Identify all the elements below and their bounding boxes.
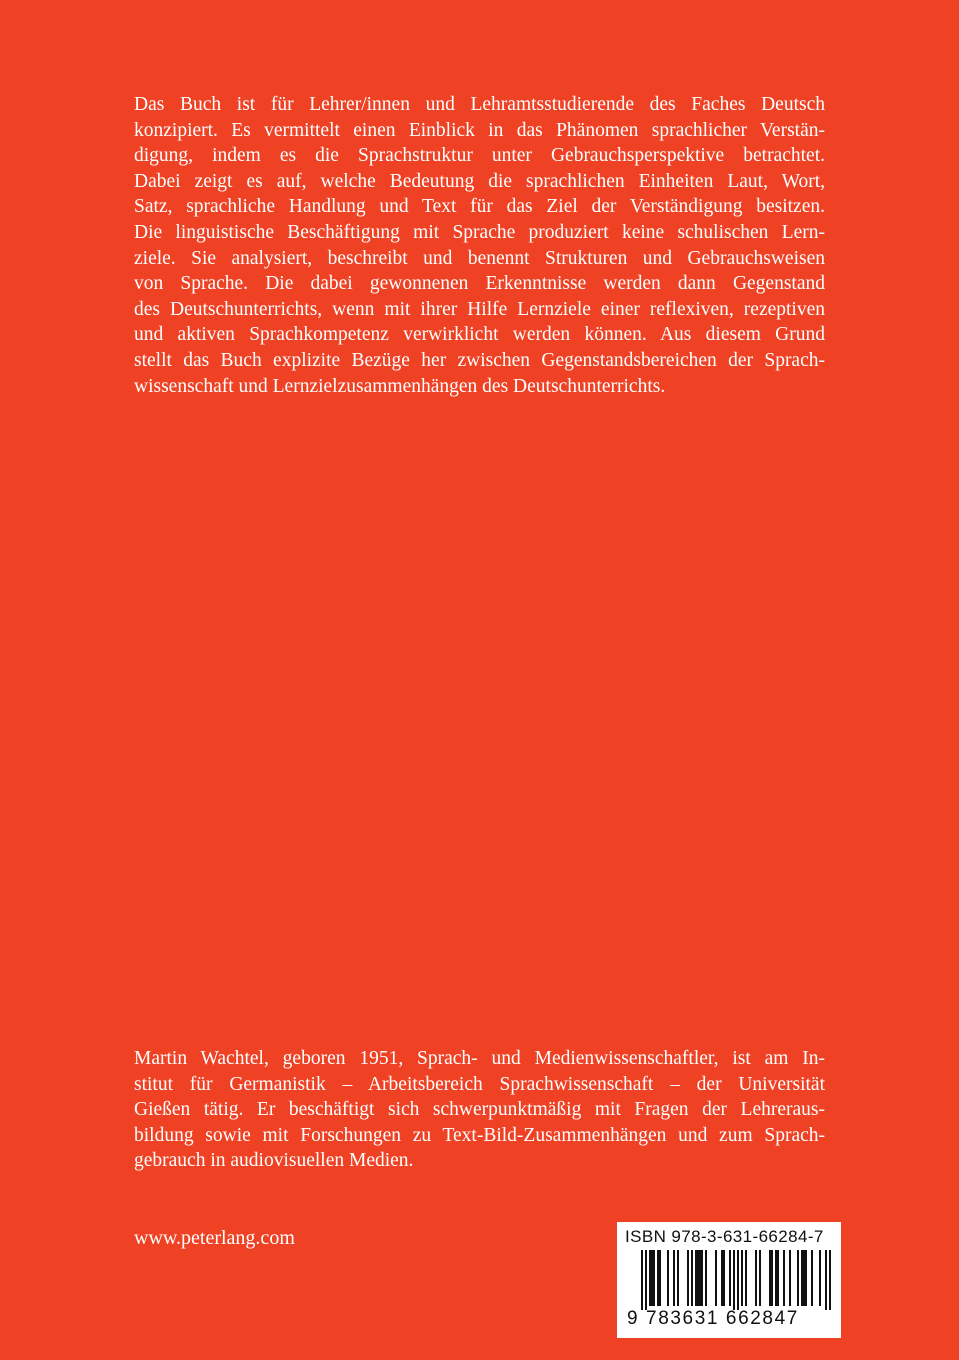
ean-digits: 9 783631 662847	[627, 1308, 799, 1329]
bio-line: stitut für Germanistik – Arbeitsbereich Sprachwissenschaft – der Universität	[134, 1073, 825, 1095]
barcode-bar	[651, 1250, 653, 1306]
barcode-bar	[797, 1250, 799, 1306]
barcode-bar	[705, 1250, 707, 1306]
barcode-bar	[699, 1250, 701, 1306]
description-line: Satz, sprachliche Handlung und Text für das Ziel der Verständigung besitzen.	[134, 196, 825, 218]
barcode-bar	[775, 1250, 777, 1306]
bio-line: Gießen tätig. Er beschäftigt sich schwerpunktmäßig mit Fragen der Lehreraus-	[134, 1099, 825, 1121]
barcode-bar	[759, 1250, 761, 1306]
author-bio	[134, 1046, 825, 1174]
barcode-bar	[687, 1250, 689, 1306]
description-line: digung, indem es die Sprachstruktur unter Gebrauchsperspektive betrachtet.	[134, 145, 825, 167]
barcode-bar	[701, 1250, 703, 1306]
barcode-bar	[741, 1250, 743, 1306]
book-description	[134, 92, 825, 399]
isbn-barcode	[617, 1222, 841, 1338]
barcode-bar	[673, 1250, 675, 1306]
barcode-bar	[653, 1250, 655, 1306]
publisher-website: www.peterlang.com	[134, 1227, 295, 1249]
barcode-bar	[777, 1250, 779, 1306]
barcode-bar	[691, 1250, 693, 1306]
barcode-bar	[825, 1250, 827, 1310]
barcode-bar	[819, 1250, 821, 1306]
barcode-bar	[789, 1250, 791, 1306]
barcode-bar	[657, 1250, 659, 1306]
barcode-bar	[737, 1250, 739, 1310]
barcode-bar	[721, 1250, 723, 1306]
description-line: ziele. Sie analysiert, beschreibt und benennt Strukturen und Gebrauchsweisen	[134, 247, 825, 269]
barcode-bar	[729, 1250, 731, 1306]
barcode-bar	[715, 1250, 717, 1306]
barcode-bars	[627, 1250, 833, 1310]
description-line: wissenschaft und Lernzielzusammenhängen des Deutschunterrichts.	[134, 375, 666, 397]
barcode-bar	[667, 1250, 669, 1306]
barcode-bar	[811, 1250, 813, 1306]
bio-line: bildung sowie mit Forschungen zu Text-Bild-Zusammenhängen und zum Sprach-	[134, 1124, 825, 1146]
barcode-bar	[677, 1250, 679, 1306]
bio-line: gebrauch in audiovisuellen Medien.	[134, 1150, 414, 1172]
description-line: Dabei zeigt es auf, welche Bedeutung die sprachlichen Einheiten Laut, Wort,	[134, 170, 825, 192]
description-line: stellt das Buch explizite Bezüge her zwischen Gegenstandsbereichen der Sprach-	[134, 349, 825, 371]
barcode-bar	[649, 1250, 651, 1306]
barcode-bar	[645, 1250, 647, 1310]
barcode-bar	[783, 1250, 785, 1306]
barcode-bar	[769, 1250, 771, 1306]
barcode-bar	[695, 1250, 697, 1306]
description-line: und aktiven Sprachkompetenz verwirklicht werden können. Aus diesem Grund	[134, 324, 825, 346]
barcode-bar	[801, 1250, 803, 1306]
barcode-bar	[697, 1250, 699, 1306]
barcode-bar	[641, 1250, 643, 1310]
description-line: konzipiert. Es vermittelt einen Einblick in das Phänomen sprachlicher Verstän-	[134, 119, 825, 141]
barcode-bar	[745, 1250, 747, 1306]
barcode-bar	[659, 1250, 661, 1306]
description-line: Das Buch ist für Lehrer/innen und Lehramtsstudierende des Faches Deutsch	[134, 94, 825, 115]
description-line: Die linguistische Beschäftigung mit Sprache produziert keine schulischen Lern-	[134, 221, 825, 243]
barcode-bar	[771, 1250, 773, 1306]
isbn-label: ISBN 978-3-631-66284-7	[625, 1227, 824, 1246]
description-line: des Deutschunterrichts, wenn mit ihrer Hilfe Lernziele einer reflexiven, rezeptiven	[134, 298, 825, 320]
barcode-bar	[803, 1250, 805, 1306]
description-line: von Sprache. Die dabei gewonnenen Erkenntnisse werden dann Gegenstand	[134, 273, 825, 295]
barcode-bar	[805, 1250, 807, 1306]
barcode-bar	[733, 1250, 735, 1310]
bio-line: Martin Wachtel, geboren 1951, Sprach- und Medienwissenschaftler, ist am In-	[134, 1048, 825, 1069]
barcode-bar	[755, 1250, 757, 1306]
barcode-bar	[829, 1250, 831, 1310]
barcode-bar	[723, 1250, 725, 1306]
